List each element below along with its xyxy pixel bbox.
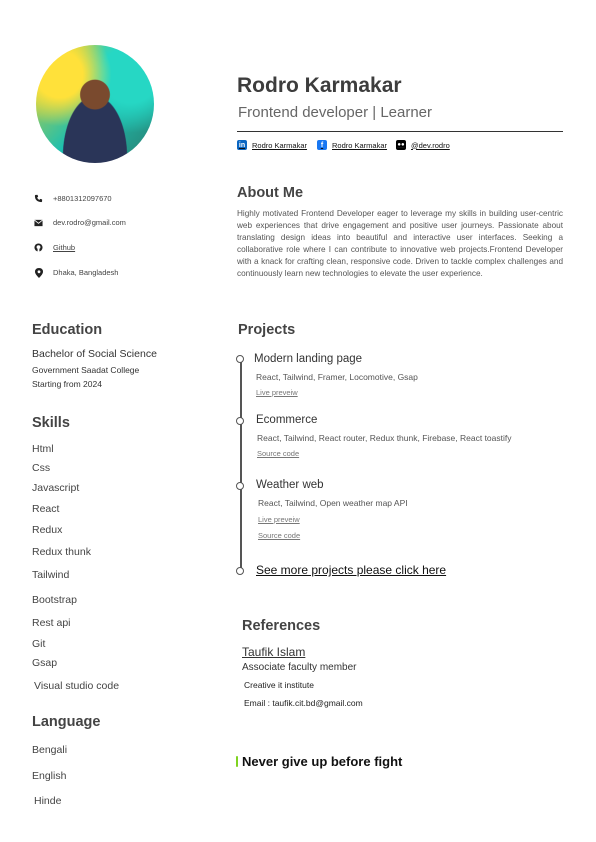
project-tech: React, Tailwind, React router, Redux thunk, Firebase, React toastify — [257, 433, 512, 443]
linkedin-icon: in — [238, 141, 246, 149]
project-title: Weather web — [256, 479, 324, 491]
projects-timeline — [240, 359, 242, 572]
projects-heading: Projects — [238, 322, 296, 338]
education-heading: Education — [32, 322, 103, 338]
reference-name[interactable]: Taufik Islam — [242, 645, 306, 659]
skill-item: React — [32, 503, 60, 515]
skill-item: Redux thunk — [32, 546, 91, 558]
language-heading: Language — [32, 714, 101, 730]
language-item: Hinde — [34, 795, 62, 807]
references-heading: References — [242, 618, 321, 634]
education-institution: Government Saadat College — [32, 365, 140, 375]
project-tech: React, Tailwind, Open weather map API — [258, 498, 408, 508]
skill-item: Rest api — [32, 617, 71, 629]
language-item: Bengali — [32, 744, 68, 756]
about-heading: About Me — [237, 185, 304, 201]
skill-item: Git — [32, 638, 46, 650]
linkedin-link[interactable]: in Rodro Karmakar — [238, 140, 308, 150]
contact-location: Dhaka, Bangladesh — [34, 268, 118, 277]
facebook-icon: f — [317, 140, 327, 150]
project-tech: React, Tailwind, Framer, Locomotive, Gsap — [256, 372, 418, 382]
reference-org: Creative it institute — [244, 680, 314, 690]
skill-item: Redux — [32, 524, 63, 536]
github-icon — [34, 243, 43, 252]
skill-item: Css — [32, 462, 51, 474]
source-code-link[interactable]: Source code — [257, 449, 300, 458]
full-name: Rodro Karmakar — [237, 74, 402, 97]
live-preview-link[interactable]: Live preveiw — [258, 515, 300, 524]
medium-icon: ●● — [397, 142, 405, 148]
timeline-dot — [236, 417, 244, 425]
reference-email: Email : taufik.cit.bd@gmail.com — [244, 698, 363, 708]
skill-item: Tailwind — [32, 569, 70, 581]
timeline-dot — [236, 567, 244, 575]
project-title: Modern landing page — [254, 353, 363, 365]
profile-photo — [36, 45, 154, 163]
language-item: English — [32, 770, 67, 782]
skill-item: Html — [32, 443, 54, 455]
education-degree: Bachelor of Social Science — [32, 348, 157, 360]
skills-heading: Skills — [32, 415, 70, 431]
see-more-projects-link[interactable]: See more projects please click here — [256, 563, 447, 577]
skill-item: Bootstrap — [32, 594, 77, 606]
contact-github[interactable]: Github — [34, 243, 75, 252]
education-period: Starting from 2024 — [32, 379, 102, 389]
phone-icon — [34, 194, 43, 203]
reference-position: Associate faculty member — [242, 662, 357, 673]
timeline-dot — [236, 482, 244, 490]
motto: Never give up before fight — [236, 754, 402, 769]
medium-link[interactable]: ●● @dev.rodro — [397, 140, 450, 150]
location-pin-icon — [34, 268, 43, 277]
accent-bar — [236, 756, 238, 767]
skill-item: Gsap — [32, 657, 58, 669]
skill-item: Visual studio code — [34, 680, 120, 692]
timeline-dot — [236, 355, 244, 363]
contact-email[interactable]: dev.rodro@gmail.com — [34, 218, 126, 227]
skill-item: Javascript — [32, 482, 80, 494]
source-code-link[interactable]: Source code — [258, 531, 301, 540]
facebook-link[interactable]: f Rodro Karmakar — [317, 140, 387, 150]
mail-icon — [34, 218, 43, 227]
job-title: Frontend developer | Learner — [238, 104, 433, 121]
header-divider — [237, 131, 563, 132]
live-preview-link[interactable]: Live preveiw — [256, 388, 298, 397]
about-text: Highly motivated Frontend Developer eager to leverage my skills in building user-centric web experiences that drive engagement and positive user journeys. Passionate about translating design ideas into beautiful and interactive user interfaces. Seeking a collaborative role where I can contribute to innovative web projects.Frontend Developer with a knack for crafting clean, responsive code. Driven to tackle complex challenges and continuously learn new technologies to elevate the user experience. — [237, 209, 563, 278]
contact-phone: +8801312097670 — [34, 194, 112, 203]
project-title: Ecommerce — [256, 414, 318, 426]
